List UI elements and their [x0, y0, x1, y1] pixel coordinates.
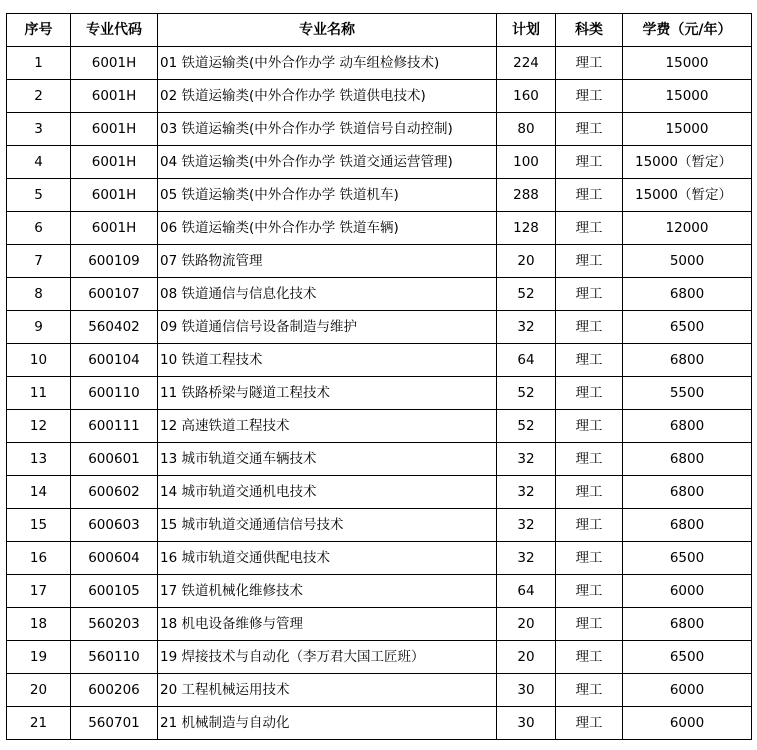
cell-plan: 20 — [497, 608, 556, 641]
cell-code: 6001H — [71, 113, 158, 146]
cell-plan: 32 — [497, 509, 556, 542]
cell-major-name: 02 铁道运输类(中外合作办学 铁道供电技术) — [158, 80, 497, 113]
enrollment-plan-table — [6, 13, 752, 740]
cell-fee: 6500 — [623, 641, 752, 674]
header-row — [7, 14, 752, 47]
cell-plan: 32 — [497, 476, 556, 509]
cell-code: 600105 — [71, 575, 158, 608]
cell-fee: 6800 — [623, 608, 752, 641]
table-row — [7, 674, 752, 707]
cell-fee: 15000（暂定） — [623, 146, 752, 179]
cell-seq: 8 — [7, 278, 71, 311]
cell-major-name: 03 铁道运输类(中外合作办学 铁道信号自动控制) — [158, 113, 497, 146]
cell-plan: 64 — [497, 344, 556, 377]
cell-category: 理工 — [556, 443, 623, 476]
cell-code: 600111 — [71, 410, 158, 443]
cell-seq: 17 — [7, 575, 71, 608]
cell-code: 600601 — [71, 443, 158, 476]
cell-major-name: 19 焊接技术与自动化（李万君大国工匠班） — [158, 641, 497, 674]
cell-seq: 13 — [7, 443, 71, 476]
cell-category: 理工 — [556, 179, 623, 212]
cell-seq: 1 — [7, 47, 71, 80]
cell-major-name: 10 铁道工程技术 — [158, 344, 497, 377]
cell-category: 理工 — [556, 245, 623, 278]
cell-fee: 15000 — [623, 80, 752, 113]
table-row — [7, 410, 752, 443]
cell-code: 600109 — [71, 245, 158, 278]
header-seq: 序号 — [7, 14, 71, 47]
table-row — [7, 443, 752, 476]
table-row — [7, 80, 752, 113]
cell-category: 理工 — [556, 377, 623, 410]
cell-plan: 52 — [497, 278, 556, 311]
cell-code: 600110 — [71, 377, 158, 410]
cell-fee: 6000 — [623, 707, 752, 740]
cell-category: 理工 — [556, 509, 623, 542]
cell-category: 理工 — [556, 311, 623, 344]
cell-fee: 12000 — [623, 212, 752, 245]
cell-category: 理工 — [556, 575, 623, 608]
table-row — [7, 344, 752, 377]
table-header — [7, 14, 752, 47]
table-body — [7, 47, 752, 740]
cell-seq: 21 — [7, 707, 71, 740]
cell-category: 理工 — [556, 476, 623, 509]
header-code: 专业代码 — [71, 14, 158, 47]
cell-major-name: 14 城市轨道交通机电技术 — [158, 476, 497, 509]
cell-fee: 6800 — [623, 278, 752, 311]
table-row — [7, 311, 752, 344]
cell-fee: 6000 — [623, 575, 752, 608]
cell-plan: 30 — [497, 674, 556, 707]
cell-category: 理工 — [556, 410, 623, 443]
table-row — [7, 509, 752, 542]
cell-code: 6001H — [71, 80, 158, 113]
cell-plan: 20 — [497, 245, 556, 278]
cell-code: 560402 — [71, 311, 158, 344]
cell-plan: 20 — [497, 641, 556, 674]
cell-seq: 15 — [7, 509, 71, 542]
cell-fee: 6800 — [623, 410, 752, 443]
cell-seq: 6 — [7, 212, 71, 245]
cell-seq: 5 — [7, 179, 71, 212]
cell-plan: 80 — [497, 113, 556, 146]
cell-major-name: 06 铁道运输类(中外合作办学 铁道车辆) — [158, 212, 497, 245]
cell-fee: 6500 — [623, 311, 752, 344]
cell-code: 6001H — [71, 47, 158, 80]
cell-category: 理工 — [556, 212, 623, 245]
cell-code: 600604 — [71, 542, 158, 575]
table-row — [7, 476, 752, 509]
cell-fee: 6000 — [623, 674, 752, 707]
cell-seq: 14 — [7, 476, 71, 509]
cell-fee: 6800 — [623, 443, 752, 476]
cell-major-name: 05 铁道运输类(中外合作办学 铁道机车) — [158, 179, 497, 212]
table-row — [7, 542, 752, 575]
header-fee: 学费（元/年） — [623, 14, 752, 47]
cell-category: 理工 — [556, 542, 623, 575]
cell-code: 600603 — [71, 509, 158, 542]
table-row — [7, 707, 752, 740]
cell-major-name: 04 铁道运输类(中外合作办学 铁道交通运营管理) — [158, 146, 497, 179]
cell-seq: 19 — [7, 641, 71, 674]
cell-plan: 32 — [497, 542, 556, 575]
cell-major-name: 15 城市轨道交通通信信号技术 — [158, 509, 497, 542]
cell-fee: 5000 — [623, 245, 752, 278]
cell-fee: 6800 — [623, 344, 752, 377]
cell-fee: 6800 — [623, 476, 752, 509]
cell-code: 6001H — [71, 212, 158, 245]
cell-code: 6001H — [71, 146, 158, 179]
cell-plan: 100 — [497, 146, 556, 179]
cell-fee: 5500 — [623, 377, 752, 410]
cell-major-name: 17 铁道机械化维修技术 — [158, 575, 497, 608]
cell-plan: 52 — [497, 410, 556, 443]
header-name: 专业名称 — [158, 14, 497, 47]
cell-code: 600206 — [71, 674, 158, 707]
cell-seq: 4 — [7, 146, 71, 179]
cell-major-name: 20 工程机械运用技术 — [158, 674, 497, 707]
cell-major-name: 07 铁路物流管理 — [158, 245, 497, 278]
cell-category: 理工 — [556, 146, 623, 179]
cell-fee: 6800 — [623, 509, 752, 542]
cell-seq: 20 — [7, 674, 71, 707]
cell-code: 6001H — [71, 179, 158, 212]
cell-seq: 2 — [7, 80, 71, 113]
cell-category: 理工 — [556, 641, 623, 674]
cell-seq: 9 — [7, 311, 71, 344]
cell-major-name: 09 铁道通信信号设备制造与维护 — [158, 311, 497, 344]
cell-fee: 15000（暂定） — [623, 179, 752, 212]
cell-major-name: 21 机械制造与自动化 — [158, 707, 497, 740]
header-category: 科类 — [556, 14, 623, 47]
cell-major-name: 12 高速铁道工程技术 — [158, 410, 497, 443]
cell-major-name: 01 铁道运输类(中外合作办学 动车组检修技术) — [158, 47, 497, 80]
table-row — [7, 113, 752, 146]
cell-category: 理工 — [556, 674, 623, 707]
cell-code: 600104 — [71, 344, 158, 377]
cell-plan: 160 — [497, 80, 556, 113]
cell-category: 理工 — [556, 278, 623, 311]
cell-category: 理工 — [556, 47, 623, 80]
cell-seq: 12 — [7, 410, 71, 443]
cell-plan: 128 — [497, 212, 556, 245]
cell-plan: 64 — [497, 575, 556, 608]
cell-fee: 6500 — [623, 542, 752, 575]
cell-category: 理工 — [556, 344, 623, 377]
table-row — [7, 575, 752, 608]
cell-major-name: 16 城市轨道交通供配电技术 — [158, 542, 497, 575]
cell-plan: 30 — [497, 707, 556, 740]
table-row — [7, 245, 752, 278]
cell-fee: 15000 — [623, 113, 752, 146]
cell-code: 560701 — [71, 707, 158, 740]
cell-fee: 15000 — [623, 47, 752, 80]
cell-category: 理工 — [556, 707, 623, 740]
cell-code: 600107 — [71, 278, 158, 311]
table-row — [7, 377, 752, 410]
cell-plan: 32 — [497, 443, 556, 476]
cell-code: 560203 — [71, 608, 158, 641]
cell-seq: 7 — [7, 245, 71, 278]
table-row — [7, 278, 752, 311]
table-row — [7, 47, 752, 80]
cell-plan: 224 — [497, 47, 556, 80]
table-row — [7, 212, 752, 245]
cell-major-name: 11 铁路桥梁与隧道工程技术 — [158, 377, 497, 410]
cell-plan: 32 — [497, 311, 556, 344]
cell-plan: 288 — [497, 179, 556, 212]
cell-plan: 52 — [497, 377, 556, 410]
cell-seq: 16 — [7, 542, 71, 575]
header-plan: 计划 — [497, 14, 556, 47]
table-row — [7, 179, 752, 212]
cell-code: 600602 — [71, 476, 158, 509]
enrollment-plan-table-container — [6, 13, 752, 740]
cell-seq: 3 — [7, 113, 71, 146]
cell-seq: 11 — [7, 377, 71, 410]
cell-major-name: 08 铁道通信与信息化技术 — [158, 278, 497, 311]
cell-category: 理工 — [556, 113, 623, 146]
cell-major-name: 13 城市轨道交通车辆技术 — [158, 443, 497, 476]
table-row — [7, 608, 752, 641]
cell-category: 理工 — [556, 80, 623, 113]
cell-category: 理工 — [556, 608, 623, 641]
table-row — [7, 641, 752, 674]
cell-code: 560110 — [71, 641, 158, 674]
cell-seq: 18 — [7, 608, 71, 641]
table-row — [7, 146, 752, 179]
cell-seq: 10 — [7, 344, 71, 377]
cell-major-name: 18 机电设备维修与管理 — [158, 608, 497, 641]
